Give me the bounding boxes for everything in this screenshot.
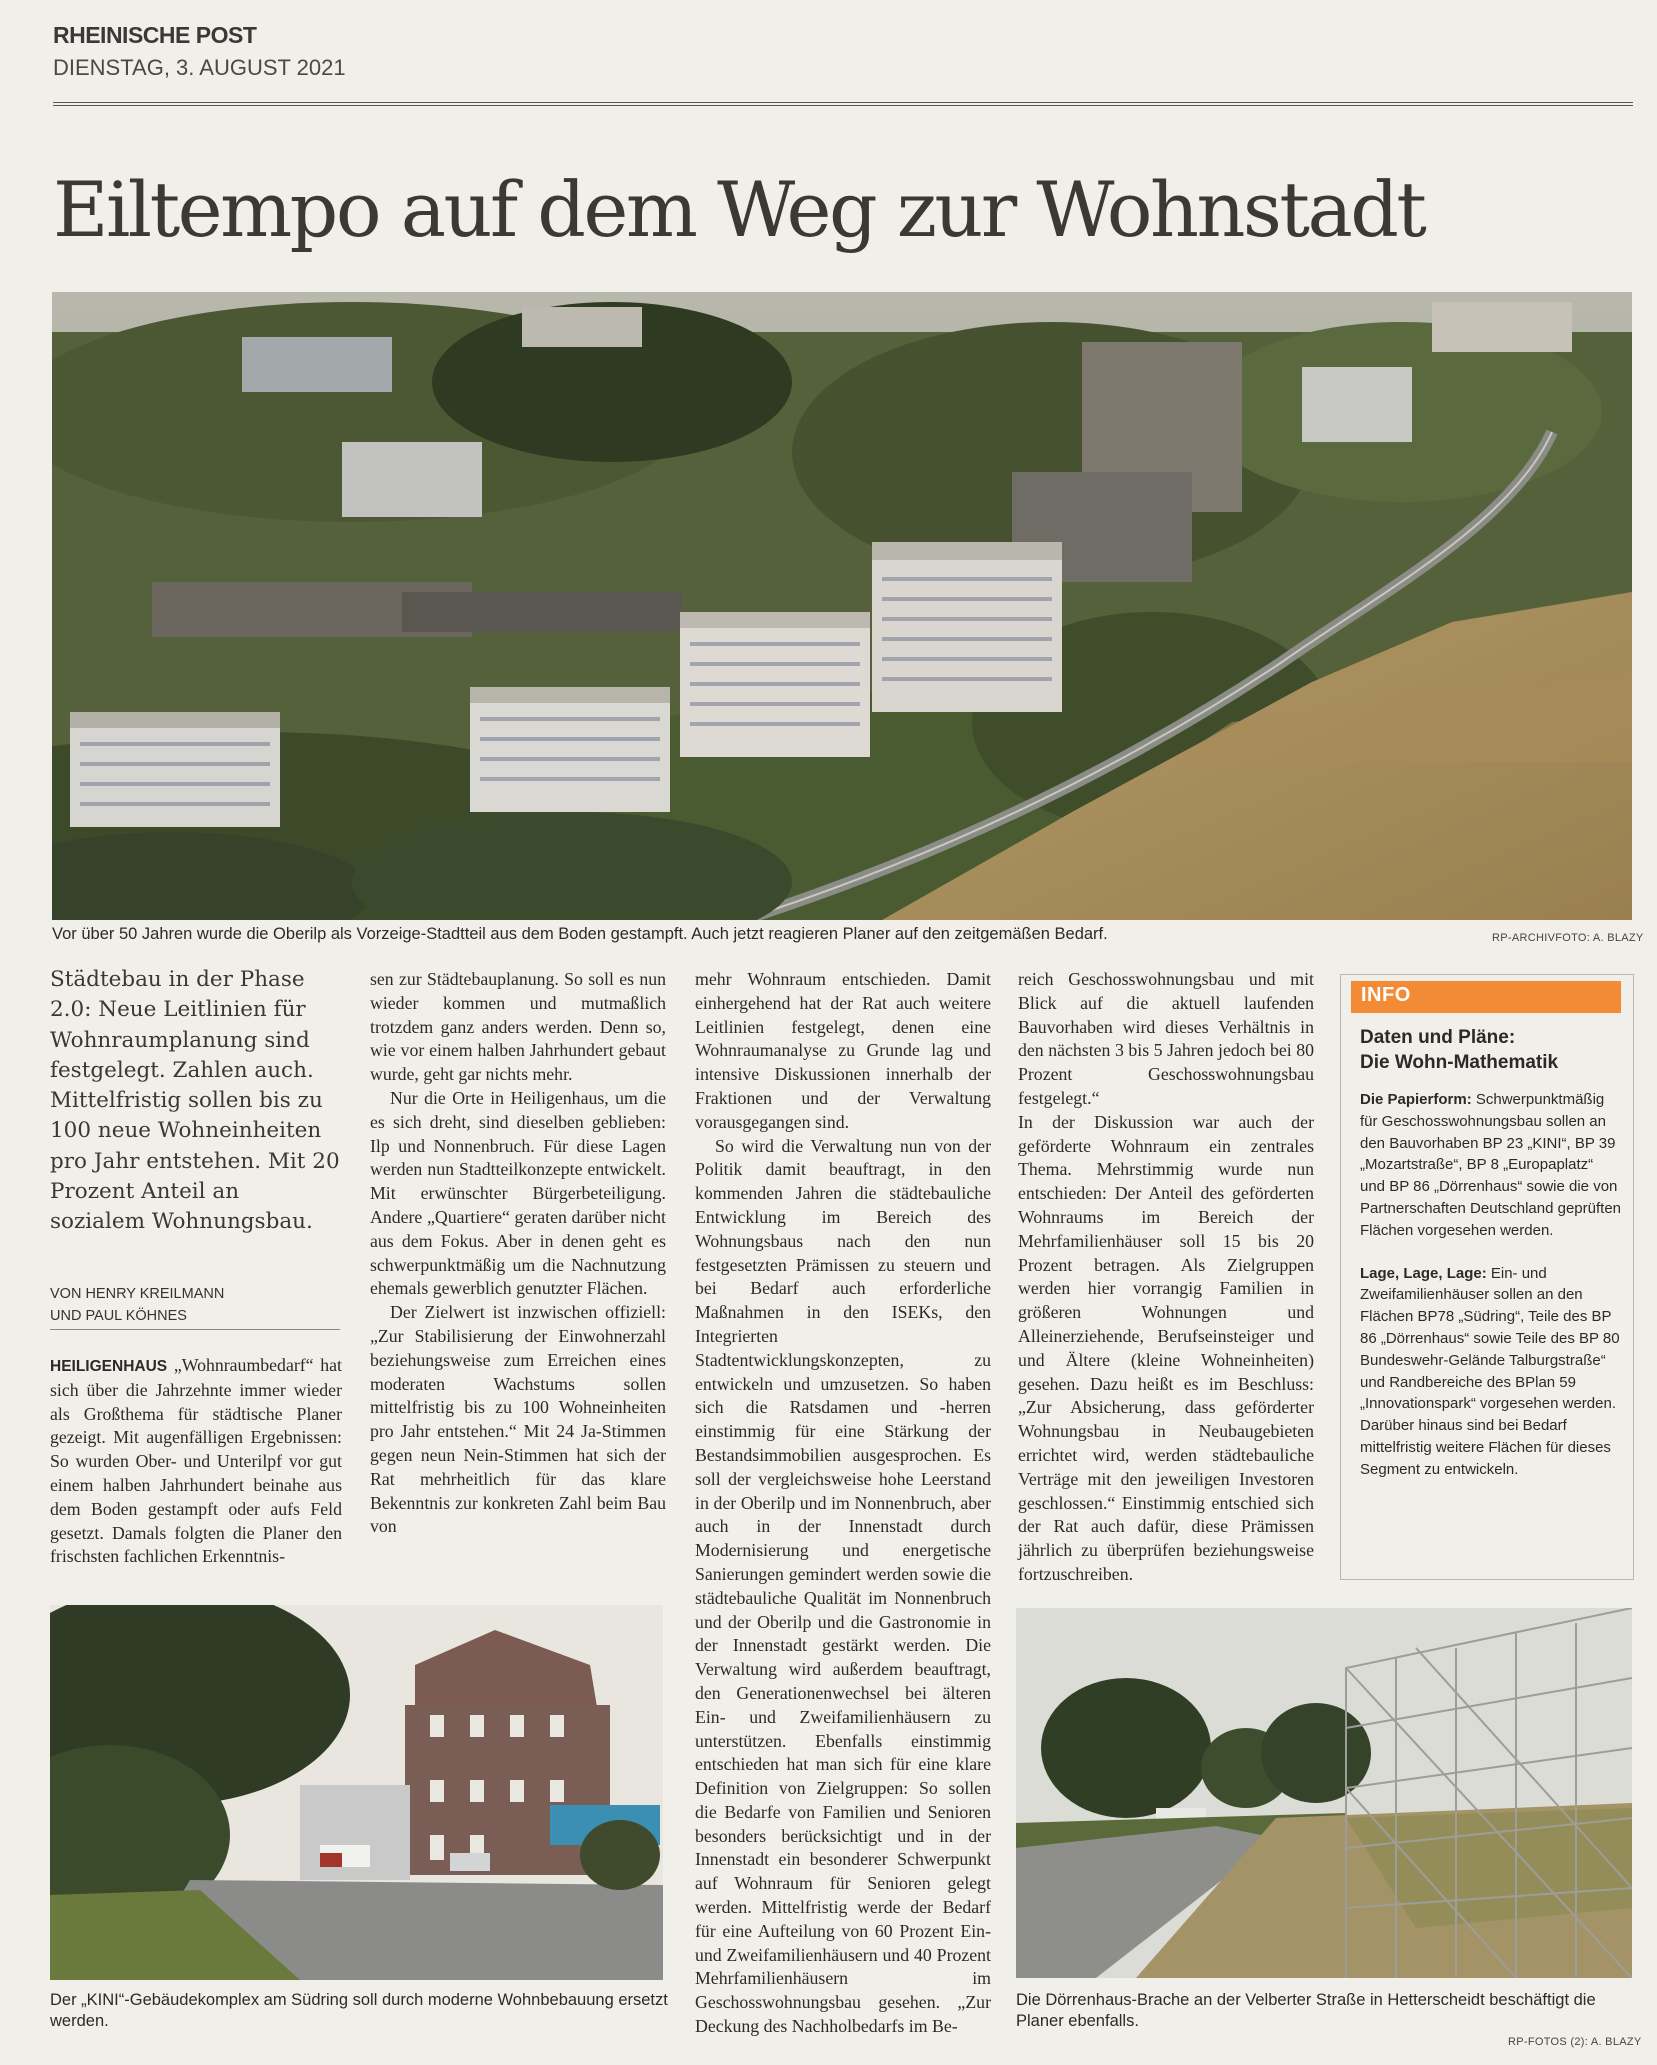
article-paragraph: reich Geschosswohnungsbau und mit Blick auf die aktuell laufenden Bauvorhaben wird dieses Verhältnis in den nächsten 3 bis 5 Jahren jedoch bei 80 Prozent Geschosswohnungsbau festgelegt.“ [1018, 969, 1314, 1108]
article-teaser: Städtebau in der Phase 2.0: Neue Leitlinien für Wohnraumplanung sind festgelegt. Zahlen auch. Mittelfristig sollen bis zu 100 neue Wohneinheiten pro Jahr entstehen. Mit 20 Prozent Anteil an sozialem Wohnungsbau. [50, 967, 340, 1235]
info-title-line-1: Daten und Pläne: [1360, 1027, 1516, 1048]
article-column-2 [370, 968, 666, 1539]
byline [50, 1283, 224, 1327]
dorrenhaus-photo [1016, 1608, 1632, 1978]
article-column-3 [695, 968, 991, 2039]
info-paragraph [1360, 1263, 1622, 1481]
article-paragraph: Der Zielwert ist inzwischen offiziell: „Zur Stabilisierung der Einwohnerzahl beziehungsweise zum Erreichen eines moderaten Wachstums sollen mittelfristig bis zu 100 Wohneinheiten pro Jahr entstehen.“ Mit 24 Ja-Stimmen gegen neun Nein-Stimmen hat sich der Rat mehrheitlich für das klare Bekenntnis zur konkreten Zahl beim Bau von [370, 1302, 666, 1537]
info-title [1360, 1025, 1625, 1075]
info-text: Schwerpunktmäßig für Geschosswohnungsbau sollen an den Bauvorhaben BP 23 „KINI“, BP 39 „Mozartstraße“, BP 8 „Europaplatz“ und BP 86 „Dörrenhaus“ sowie die von Partnerschaften Deutschland geprüften Flächen vorgesehen werden. [1360, 1091, 1621, 1239]
headline: Eiltempo auf dem Weg zur Wohnstadt [53, 165, 1425, 254]
info-label: INFO [1351, 981, 1621, 1013]
info-text: Ein- und Zweifamilienhäuser sollen an den Flächen BP78 „Südring“, Teile des BP 86 „Dörrenhaus“ sowie Teile des BP 80 Bundeswehr-Gelände Talburgstraße“ und Randbereiche des BPlan 59 „Innovationspark“ vorgesehen werden. Darüber hinaus sind bei Bedarf mittelfristig weitere Flächen für dieses Segment zu entwickeln. [1360, 1264, 1620, 1478]
main-photo-oberilp [52, 292, 1632, 920]
info-lead: Die Papierform: [1360, 1091, 1472, 1108]
info-paragraph [1360, 1089, 1622, 1242]
info-title-line-2: Die Wohn-Mathematik [1360, 1052, 1559, 1073]
article-paragraph: So wird die Verwaltung nun von der Politik damit beauftragt, in den kommenden Jahren die städtebauliche Entwicklung im Bereich des Wohnungsbaus nach den nun festgesetzten Prämissen zu steuern und bei Bedarf auch erforderliche Maßnahmen in den ISEKs, den Integrierten Stadtentwicklungskonzepten, zu entwickeln und umzusetzen. So haben sich die Ratsdamen und -herren einstimmig für eine Stärkung der Bestandsimmobilien ausgesprochen. Es soll der vergleichsweise hohe Leerstand in der Oberilp und im Nonnenbruch, aber auch in der Innenstadt durch Modernisierung und energetische Sanierungen gemindert werden sowie die städtebauliche Qualität im Nonnenbruch und der Oberilp und die Gastronomie in der Innenstadt gestärkt werden. Die Verwaltung wird außerdem beauftragt, den Generationenwechsel bei älteren Ein- und Zweifamilienhäusern zu unterstützen. Ebenfalls einstimmig entschieden hat man sich für eine klare Definition von Zielgruppen: So sollen die Bedarfe von Familien und Senioren besonders berücksichtigt und in der Innenstadt ein besonderer Schwerpunkt auf Wohnraum für Senioren gelegt werden. Mittelfristig werde der Bedarf für eine Aufteilung von 60 Prozent Ein- und Zweifamilienhäusern und 40 Prozent Mehrfamilienhäusern im Geschosswohnungsbau gesehen. „Zur Deckung des Nachholbedarfs im Be- [695, 1135, 991, 2037]
byline-rule [50, 1329, 340, 1330]
info-body [1360, 1089, 1622, 1481]
kini-photo-caption: Der „KINI“-Gebäudekomplex am Südring soll durch moderne Wohnbebauung ersetzt werden. [50, 1991, 668, 2030]
byline-line-1: VON HENRY KREILMANN [50, 1286, 225, 1302]
dorrenhaus-photo-credit: RP-FOTOS (2): A. BLAZY [1508, 2036, 1642, 2048]
masthead-name: RHEINISCHE POST [53, 22, 257, 48]
article-paragraph: sen zur Städtebauplanung. So soll es nun wieder kommen und mutmaßlich trotzdem ganz anders werden. Denn so, wie vor einem halben Jahrhundert gebaut wurde, geht gar nichts mehr. [370, 969, 666, 1085]
byline-line-2: UND PAUL KÖHNES [50, 1308, 187, 1324]
dateline-location: HEILIGENHAUS [50, 1358, 168, 1375]
article-column-1 [50, 1354, 342, 1569]
article-column-4 [1018, 968, 1314, 1587]
dorrenhaus-photo-caption: Die Dörrenhaus-Brache an der Velberter Straße in Hetterscheidt beschäftigt die Planer ebenfalls. [1016, 1991, 1596, 2030]
article-paragraph: Nur die Orte in Heiligenhaus, um die es sich dreht, sind dieselben geblieben: Ilp und Nonnenbruch. Für diese Lagen werden nun Stadtteilkonzepte entwickelt. Mit erwünschter Bürgerbeteiligung. Andere „Quartiere“ geraten darüber nicht aus dem Fokus. Aber in denen geht es schwerpunktmäßig um die Nachnutzung ehemals gewerblich genutzter Flächen. [370, 1087, 666, 1299]
main-photo-credit: RP-ARCHIVFOTO: A. BLAZY [1492, 932, 1644, 944]
info-lead: Lage, Lage, Lage: [1360, 1264, 1487, 1282]
masthead-date: DIENSTAG, 3. AUGUST 2021 [53, 55, 346, 80]
info-box [1340, 974, 1634, 1580]
article-paragraph: mehr Wohnraum entschieden. Damit einhergehend hat der Rat auch weitere Leitlinien festgelegt, denen eine Wohnraumanalyse zu Grunde lag und intensive Diskussionen innerhalb der Fraktionen und der Verwaltung vorausgegangen sind. [695, 969, 991, 1132]
masthead-rule [53, 102, 1633, 106]
kini-building-photo [50, 1605, 663, 1980]
article-paragraph: In der Diskussion war auch der geförderte Wohnraum ein zentrales Thema. Mehrstimmig wurde nun entschieden: Der Anteil des geförderten Wohnraums im Bereich der Mehrfamilienhäuser soll 15 bis 20 Prozent betragen. Als Zielgruppen werden hier vorrangig Familien in größeren Wohnungen und Alleinerziehende, Berufseinsteiger und und Ältere (kleine Wohneinheiten) gesehen. Dazu heißt es im Beschluss: „Zur Absicherung, dass geförderter Wohnungsbau in Neubaugebieten errichtet wird, werden städtebauliche Verträge mit den jeweiligen Investoren geschlossen.“ Einstimmig entschied sich der Rat auch dafür, diese Prämissen jährlich zu überprüfen beziehungsweise fortzuschreiben. [1018, 1111, 1314, 1584]
article-text: „Wohnraumbedarf“ hat sich über die Jahrzehnte immer wieder als Großthema für städtische Planer gezeigt. Mit augenfälligen Ergebnissen: So wurden Ober- und Unterilpf vor gut einem halben Jahrhundert beinahe aus dem Boden gestampft oder aufs Feld gesetzt. Damals folgten die Planer den frischsten fachlichen Erkenntnis- [50, 1355, 342, 1567]
main-photo-caption: Vor über 50 Jahren wurde die Oberilp als Vorzeige-Stadtteil aus dem Boden gestampft. Auch jetzt reagieren Planer auf den zeitgemäßen Bedarf. [52, 925, 1108, 943]
